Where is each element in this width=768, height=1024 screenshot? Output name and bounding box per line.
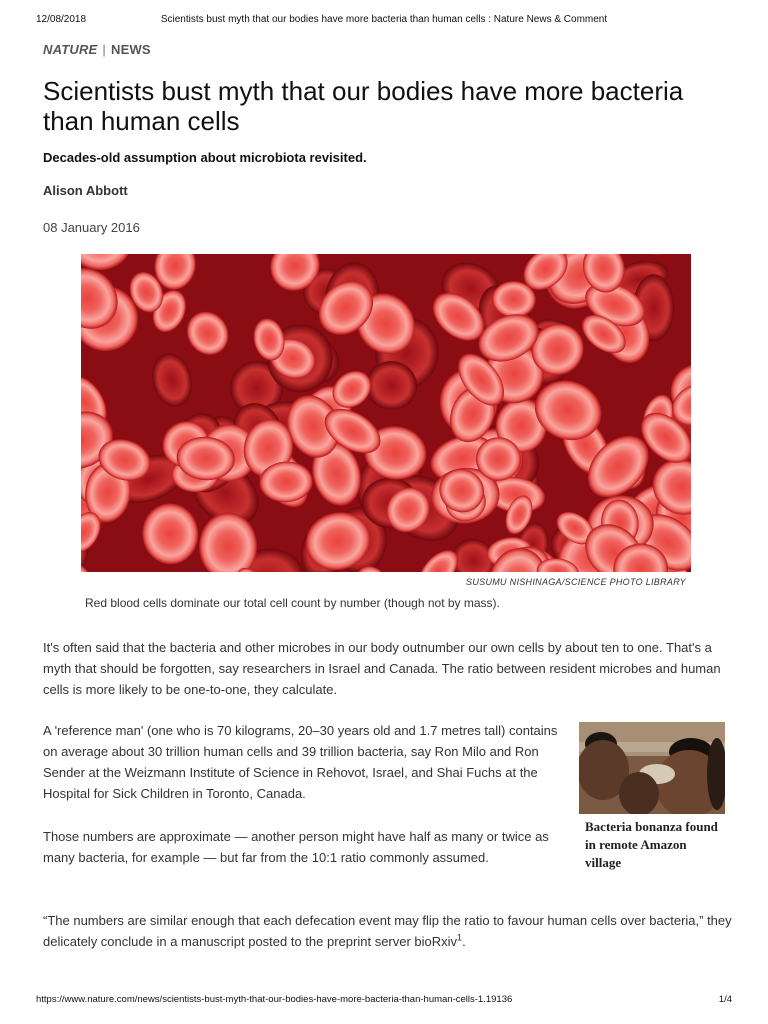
article-headline: Scientists bust myth that our bodies have more bacteria than human cells xyxy=(43,76,684,136)
article-paragraph: It's often said that the bacteria and other microbes in our body outnumber our own cells by about ten to one. That's a myth that should be forgotten, say researchers in Israel and Canada. The ratio between resident microbes and human cells is more likely to be one-to-one, they calculate. xyxy=(43,640,721,697)
print-header xyxy=(36,14,732,28)
kicker-separator: | xyxy=(102,42,106,57)
print-page-title: Scientists bust myth that our bodies have more bacteria than human cells : Nature News & Comment xyxy=(160,14,608,25)
author-byline[interactable]: Alison Abbott xyxy=(43,183,128,198)
print-page-number: 1/4 xyxy=(718,994,732,1005)
paragraph-text: “The numbers are similar enough that each defecation event may flip the ratio to favour human cells over bacteria,” they delicately conclude in a manuscript posted to the preprint server bioRxiv xyxy=(43,913,732,949)
news-section-link[interactable]: NEWS xyxy=(110,42,151,57)
print-footer xyxy=(36,994,732,1006)
nature-brand-link[interactable]: NATURE xyxy=(43,42,98,57)
publication-date: 08 January 2016 xyxy=(43,220,140,235)
red-blood-cell xyxy=(476,437,521,481)
paragraph-end: . xyxy=(462,934,466,949)
related-story-link[interactable]: Bacteria bonanza found in remote Amazon village xyxy=(585,819,718,870)
print-url: https://www.nature.com/news/scientists-bust-myth-that-our-bodies-have-more-bacteria-than-human-cells-1.19136 xyxy=(36,994,513,1005)
article-paragraph: Those numbers are approximate — another person might have half as many or twice as many bacteria, for example — but far from the 10:1 ratio commonly assumed. xyxy=(43,829,549,865)
photo-credit: SUSUMU NISHINAGA/SCIENCE PHOTO LIBRARY xyxy=(466,577,686,587)
section-kicker xyxy=(43,42,151,57)
related-story-thumbnail[interactable] xyxy=(579,722,725,814)
article-paragraph xyxy=(43,910,733,952)
red-blood-cells-photo xyxy=(81,254,691,572)
article-standfirst: Decades-old assumption about microbiota revisited. xyxy=(43,150,367,165)
article-paragraph: A 'reference man' (one who is 70 kilograms, 20–30 years old and 1.7 metres tall) contains on average about 30 trillion human cells and 39 trillion bacteria, say Ron Milo and Ron Sender at the Weizmann Institute of Science in Rehovot, Israel, and Shai Fuchs at the Hospital for Sick Children in Toronto, Canada. xyxy=(43,723,558,801)
photo-caption: Red blood cells dominate our total cell count by number (though not by mass). xyxy=(85,596,500,610)
footnote-reference-link[interactable]: 1 xyxy=(457,932,463,943)
print-date: 12/08/2018 xyxy=(36,14,87,25)
